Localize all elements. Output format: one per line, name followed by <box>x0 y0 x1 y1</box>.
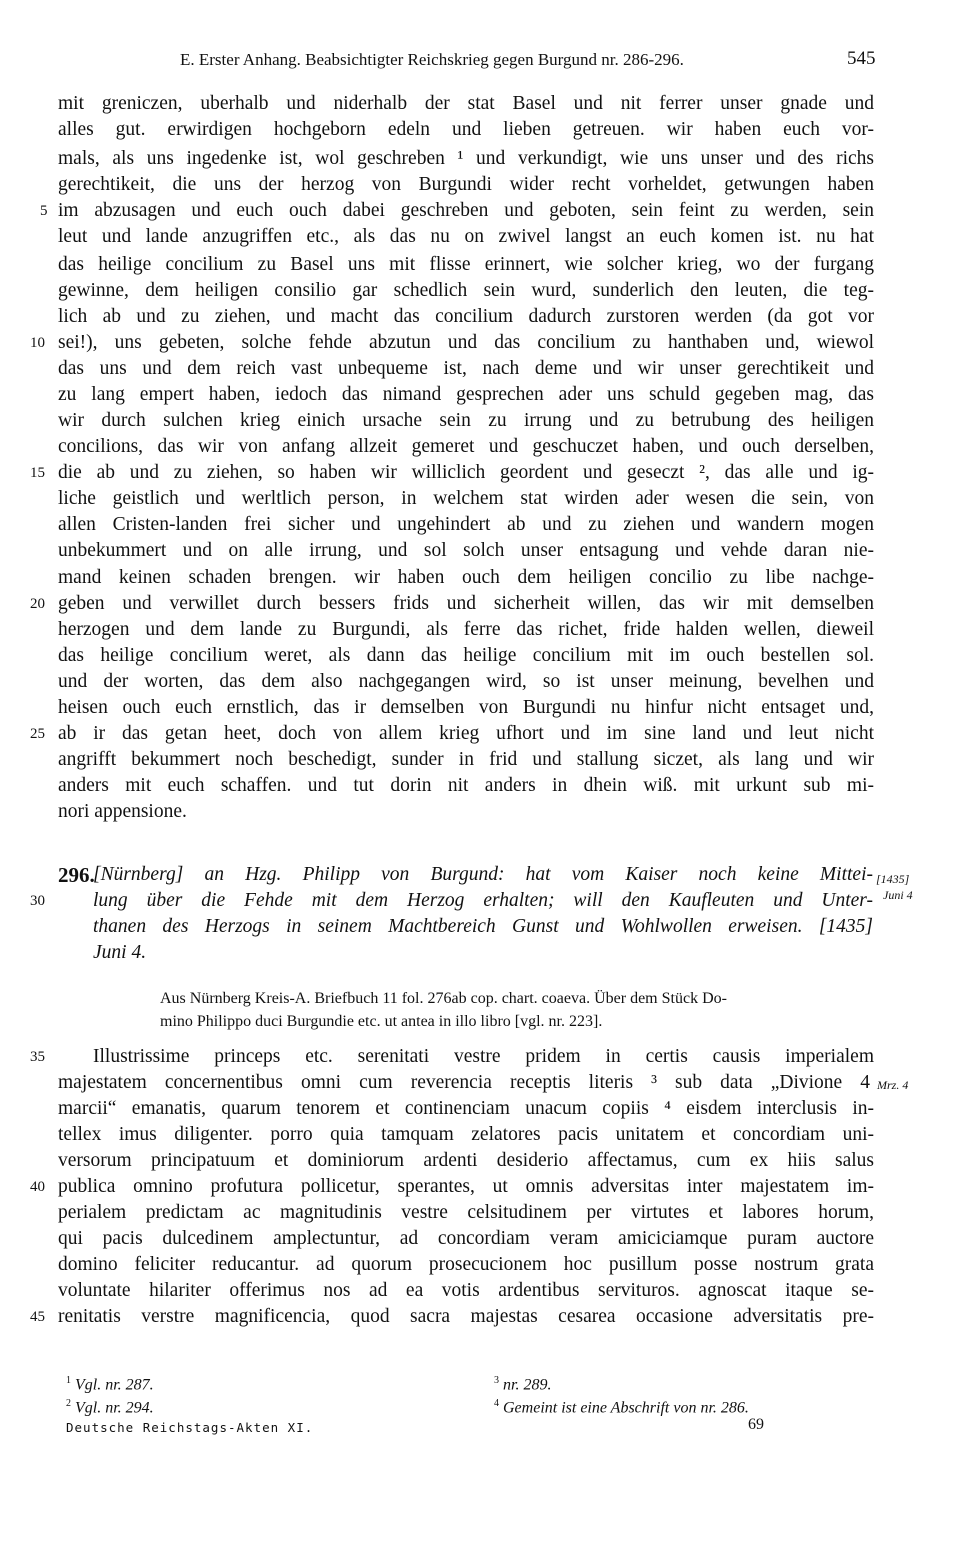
document-text-line: publica omnino profutura pollicetur, sperantes, ut omnis adversitas inter majestatem im- <box>58 1176 874 1197</box>
source-description: mino Philippo duci Burgundie etc. ut antea in illo libro [vgl. nr. 223]. <box>160 1013 603 1030</box>
body-line: wir durch sulchen krieg einich ursache sein zu irrung und zu betrubung des heiligen <box>58 410 874 431</box>
running-title: E. Erster Anhang. Beabsichtigter Reichskrieg gegen Burgund nr. 286-296. <box>180 50 684 69</box>
body-line: gewinne, dem heiligen consilio gar schedlich sein wurd, sunderlich den leuten, die teg- <box>58 280 874 301</box>
body-line: sei!), uns gebeten, solche fehde abzutun und das concilium zu hanthaben und, wiewol <box>58 332 874 353</box>
body-line: ab ir das getan heet, doch von allem krieg ufhort und im sine land und leut nicht <box>58 723 874 744</box>
margin-note: Mrz. 4 <box>877 1078 909 1092</box>
source-description: Aus Nürnberg Kreis-A. Briefbuch 11 fol. 276ab cop. chart. coaeva. Über dem Stück Do- <box>160 990 727 1007</box>
document-text-line: perialem predictam ac magnitudinis vestre celsitudinem per virtutes et labores horum, <box>58 1202 874 1223</box>
footnote-mark: 4 <box>494 1398 499 1409</box>
margin-date: [1435] <box>876 872 910 886</box>
document-text-line: tellex imus diligenter. porro quia tamquam zelatores pacis unitatem et concordiam uni- <box>58 1124 874 1145</box>
body-line: die ab und zu ziehen, so haben wir williclich geordent und geseczt ², das alle und ig- <box>58 462 874 483</box>
document-heading-line: thanen des Herzogs in seinem Machtbereich Gunst und Wohlwollen erweisen. [1435] <box>93 916 873 937</box>
line-number: 5 <box>40 203 48 219</box>
body-line: herzogen und dem lande zu Burgundi, als ferre das richet, fride halden wellen, dieweil <box>58 619 874 640</box>
body-line: liche geistlich und werltlich person, in welchem stat wirden ader wesen die sein, von <box>58 488 874 509</box>
line-number: 45 <box>30 1309 45 1325</box>
line-number: 15 <box>30 465 45 481</box>
body-line: im abzusagen und euch ouch dabei geschreben und geboten, sein feint zu werden, sein <box>58 200 874 221</box>
series-title: Deutsche Reichstags-Akten XI. <box>66 1420 314 1435</box>
body-line: das heilige concilium zu Basel uns mit flisse erinnert, wie solcher krieg, wo der furgang <box>58 254 874 275</box>
body-line: lich ab und zu ziehen, und macht das concilium dadurch zurstoren werden (da got vor <box>58 306 874 327</box>
document-text-line: qui pacis dulcedinem amplectuntur, ad concordiam veram amiciciamque puram auctore <box>58 1228 874 1249</box>
body-line: alles gut. erwirdigen hochgeborn edeln und lieben getreuen. wir haben euch vor- <box>58 119 874 140</box>
document-number: 296. <box>58 863 95 887</box>
page-number: 545 <box>847 48 876 69</box>
footnote <box>66 1393 154 1419</box>
body-line: mit greniczen, uberhalb und niderhalb der stat Basel und nit ferrer unser gnade und <box>58 93 874 114</box>
body-line: zu lang empert haben, iedoch das nimand gesprechen ader uns schuld gegeben mag, das <box>58 384 874 405</box>
line-number: 10 <box>30 335 45 351</box>
document-heading-line: Juni 4. <box>93 942 147 963</box>
body-line: angrifft bekummert noch beschedigt, sunder in frid und stallung siczet, als lang und wir <box>58 749 874 770</box>
body-line: anders mit euch schaffen. und tut dorin nit anders in dhein wiß. mit urkunt sub mi- <box>58 775 874 796</box>
body-line: das uns und dem reich vast unbequeme ist, nach deme und wir unser gerechtikeit und <box>58 358 874 379</box>
document-text-line: voluntate hilariter offerimus nos ad ea votis ardentibus servituros. agnoscat itaque se- <box>58 1280 874 1301</box>
line-number: 30 <box>30 893 45 909</box>
footnote-mark: 2 <box>66 1398 71 1409</box>
body-line: nori appensione. <box>58 801 187 822</box>
document-text-line: marcii“ emanatis, quarum tenorem et continenciam unacum copiis ⁴ eisdem interclusis in- <box>58 1098 874 1119</box>
footnote <box>494 1393 749 1419</box>
footnote-mark: 3 <box>494 1375 499 1386</box>
body-line: gerechtikeit, die uns der herzog von Burgundi wider recht vorheldet, getwungen haben <box>58 174 874 195</box>
body-line: heisen ouch euch ernstlich, das ir demselben von Burgundi nu hinfur nicht entsaget und, <box>58 697 874 718</box>
line-number: 35 <box>30 1049 45 1065</box>
document-heading-line: [Nürnberg] an Hzg. Philipp von Burgund: hat vom Kaiser noch keine Mittei- <box>93 864 873 885</box>
line-number: 25 <box>30 726 45 742</box>
document-text-line: renitatis verstre magnificencia, quod sacra majestas cesarea occasione adversitatis pre- <box>58 1306 874 1327</box>
line-number: 20 <box>30 596 45 612</box>
footnote-mark: 1 <box>66 1375 71 1386</box>
sheet-signature: 69 <box>748 1416 764 1433</box>
body-line: mand keinen schaden brengen. wir haben ouch dem heiligen concilio zu libe nachge- <box>58 567 874 588</box>
body-line: mals, als uns ingedenke ist, wol geschreben ¹ und verkundigt, wie uns unser und des richs <box>58 148 874 169</box>
footnote-text: Gemeint ist eine Abschrift von nr. 286. <box>503 1399 749 1417</box>
margin-date: Juni 4 <box>883 888 913 902</box>
document-text-line: Illustrissime princeps etc. serenitati vestre pridem in certis causis imperialem <box>93 1046 874 1067</box>
body-line: concilions, das wir von anfang allzeit gemeret und geschuczet haben, und ouch derselben, <box>58 436 874 457</box>
footnote-text: nr. 289. <box>503 1376 552 1394</box>
body-line: und der worten, das dem also nachgegangen wird, so ist unser meinung, bevelhen und <box>58 671 874 692</box>
document-text-line: domino feliciter reducantur. ad quorum prosecucionem hoc pusillum posse nostrum grata <box>58 1254 874 1275</box>
footnote-text: Vgl. nr. 287. <box>75 1376 154 1394</box>
body-line: unbekummert und on alle irrung, und sol solch unser entsagung und vehde daran nie- <box>58 540 874 561</box>
body-line: geben und verwillet durch bessers frids und sicherheit willen, das wir mit demselben <box>58 593 874 614</box>
footnote-text: Vgl. nr. 294. <box>75 1399 154 1417</box>
body-line: allen Cristen-landen frei sicher und ungehindert ab und zu ziehen und wandern mogen <box>58 514 874 535</box>
document-heading-line: lung über die Fehde mit dem Herzog erhalten; will den Kaufleuten und Unter- <box>93 890 873 911</box>
document-text-line: versorum principatuum et dominiorum ardenti desiderio affectamus, cum ex hiis salus <box>58 1150 874 1171</box>
body-line: das heilige concilium weret, als dann das heilige concilium mit im ouch bestellen sol. <box>58 645 874 666</box>
document-text-line: majestatem concernentibus omni cum reverencia receptis literis ³ sub data „Divione 4 <box>58 1072 870 1093</box>
body-line: leut und lande anzugriffen etc., als das nu on zwivel langst an euch komen ist. nu hat <box>58 226 874 247</box>
line-number: 40 <box>30 1179 45 1195</box>
